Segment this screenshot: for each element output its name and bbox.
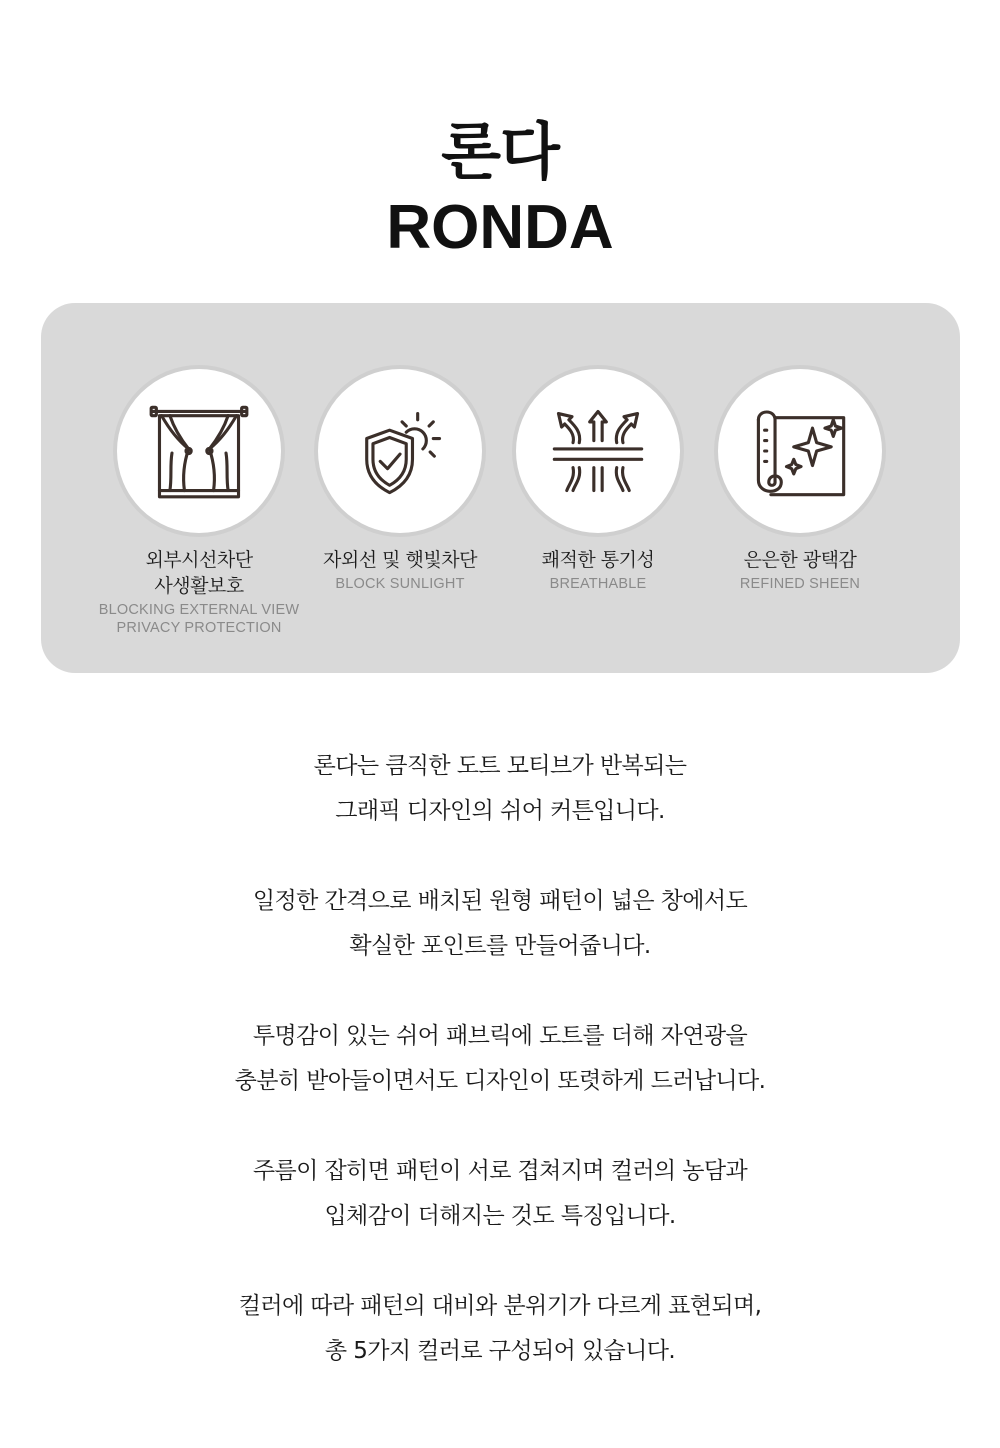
description-paragraph <box>0 744 1000 834</box>
description-line: 입체감이 더해지는 것도 특징입니다. <box>324 1203 676 1229</box>
feature-icon-circle <box>516 369 680 533</box>
feature-subtitle-line: BREATHABLE <box>549 576 647 592</box>
description-line: 충분히 받아들이면서도 디자인이 또렷하게 드러납니다. <box>234 1068 766 1094</box>
description-line: 투명감이 있는 쉬어 패브릭에 도트를 더해 자연광을 <box>252 1023 748 1049</box>
description-paragraph <box>0 1284 1000 1374</box>
description-line: 주름이 잡히면 패턴이 서로 겹쳐지며 컬러의 농담과 <box>252 1158 748 1184</box>
description-line: 일정한 간격으로 배치된 원형 패턴이 넓은 창에서도 <box>252 888 748 914</box>
feature-icon-circle <box>318 369 482 533</box>
feature-subtitle-line: PRIVACY PROTECTION <box>116 620 282 636</box>
feature-subtitle <box>680 575 920 593</box>
breathable-icon <box>546 399 650 503</box>
feature-panel <box>41 303 960 673</box>
feature-title-line: 은은한 광택감 <box>743 549 857 571</box>
feature-title-line: 외부시선차단 <box>145 549 253 571</box>
feature-subtitle-line: REFINED SHEEN <box>739 576 861 592</box>
page-title-english: RONDA <box>386 193 614 262</box>
description-line: 컬러에 따라 패턴의 대비와 분위기가 다르게 표현되며, <box>238 1293 762 1319</box>
page-title-korean: 론다 <box>441 115 559 188</box>
feature-title <box>680 547 920 573</box>
description-paragraph <box>0 879 1000 969</box>
description-line: 총 5가지 컬러로 구성되어 있습니다. <box>324 1338 676 1364</box>
feature-subtitle-line: BLOCK SUNLIGHT <box>335 576 465 592</box>
feature-title-line: 자외선 및 햇빛차단 <box>323 549 477 571</box>
description-line: 확실한 포인트를 만들어줍니다. <box>349 933 651 959</box>
feature-subtitle-line: BLOCKING EXTERNAL VIEW <box>98 602 300 618</box>
shield-sun-icon <box>348 399 452 503</box>
description-line: 론다는 큼직한 도트 모티브가 반복되는 <box>313 753 687 779</box>
feature-icon-circle <box>718 369 882 533</box>
curtain-icon <box>147 399 251 503</box>
feature-title-line: 사생활보호 <box>154 575 244 597</box>
feature-title-line: 쾌적한 통기성 <box>541 549 655 571</box>
feature-icon-circle <box>117 369 281 533</box>
description-line: 그래픽 디자인의 쉬어 커튼입니다. <box>335 798 665 824</box>
description-paragraph <box>0 1014 1000 1104</box>
fabric-sheen-icon <box>748 399 852 503</box>
product-description <box>0 744 1000 1419</box>
description-paragraph <box>0 1149 1000 1239</box>
feature-subtitle <box>79 601 319 637</box>
feature-sheen <box>680 369 920 593</box>
